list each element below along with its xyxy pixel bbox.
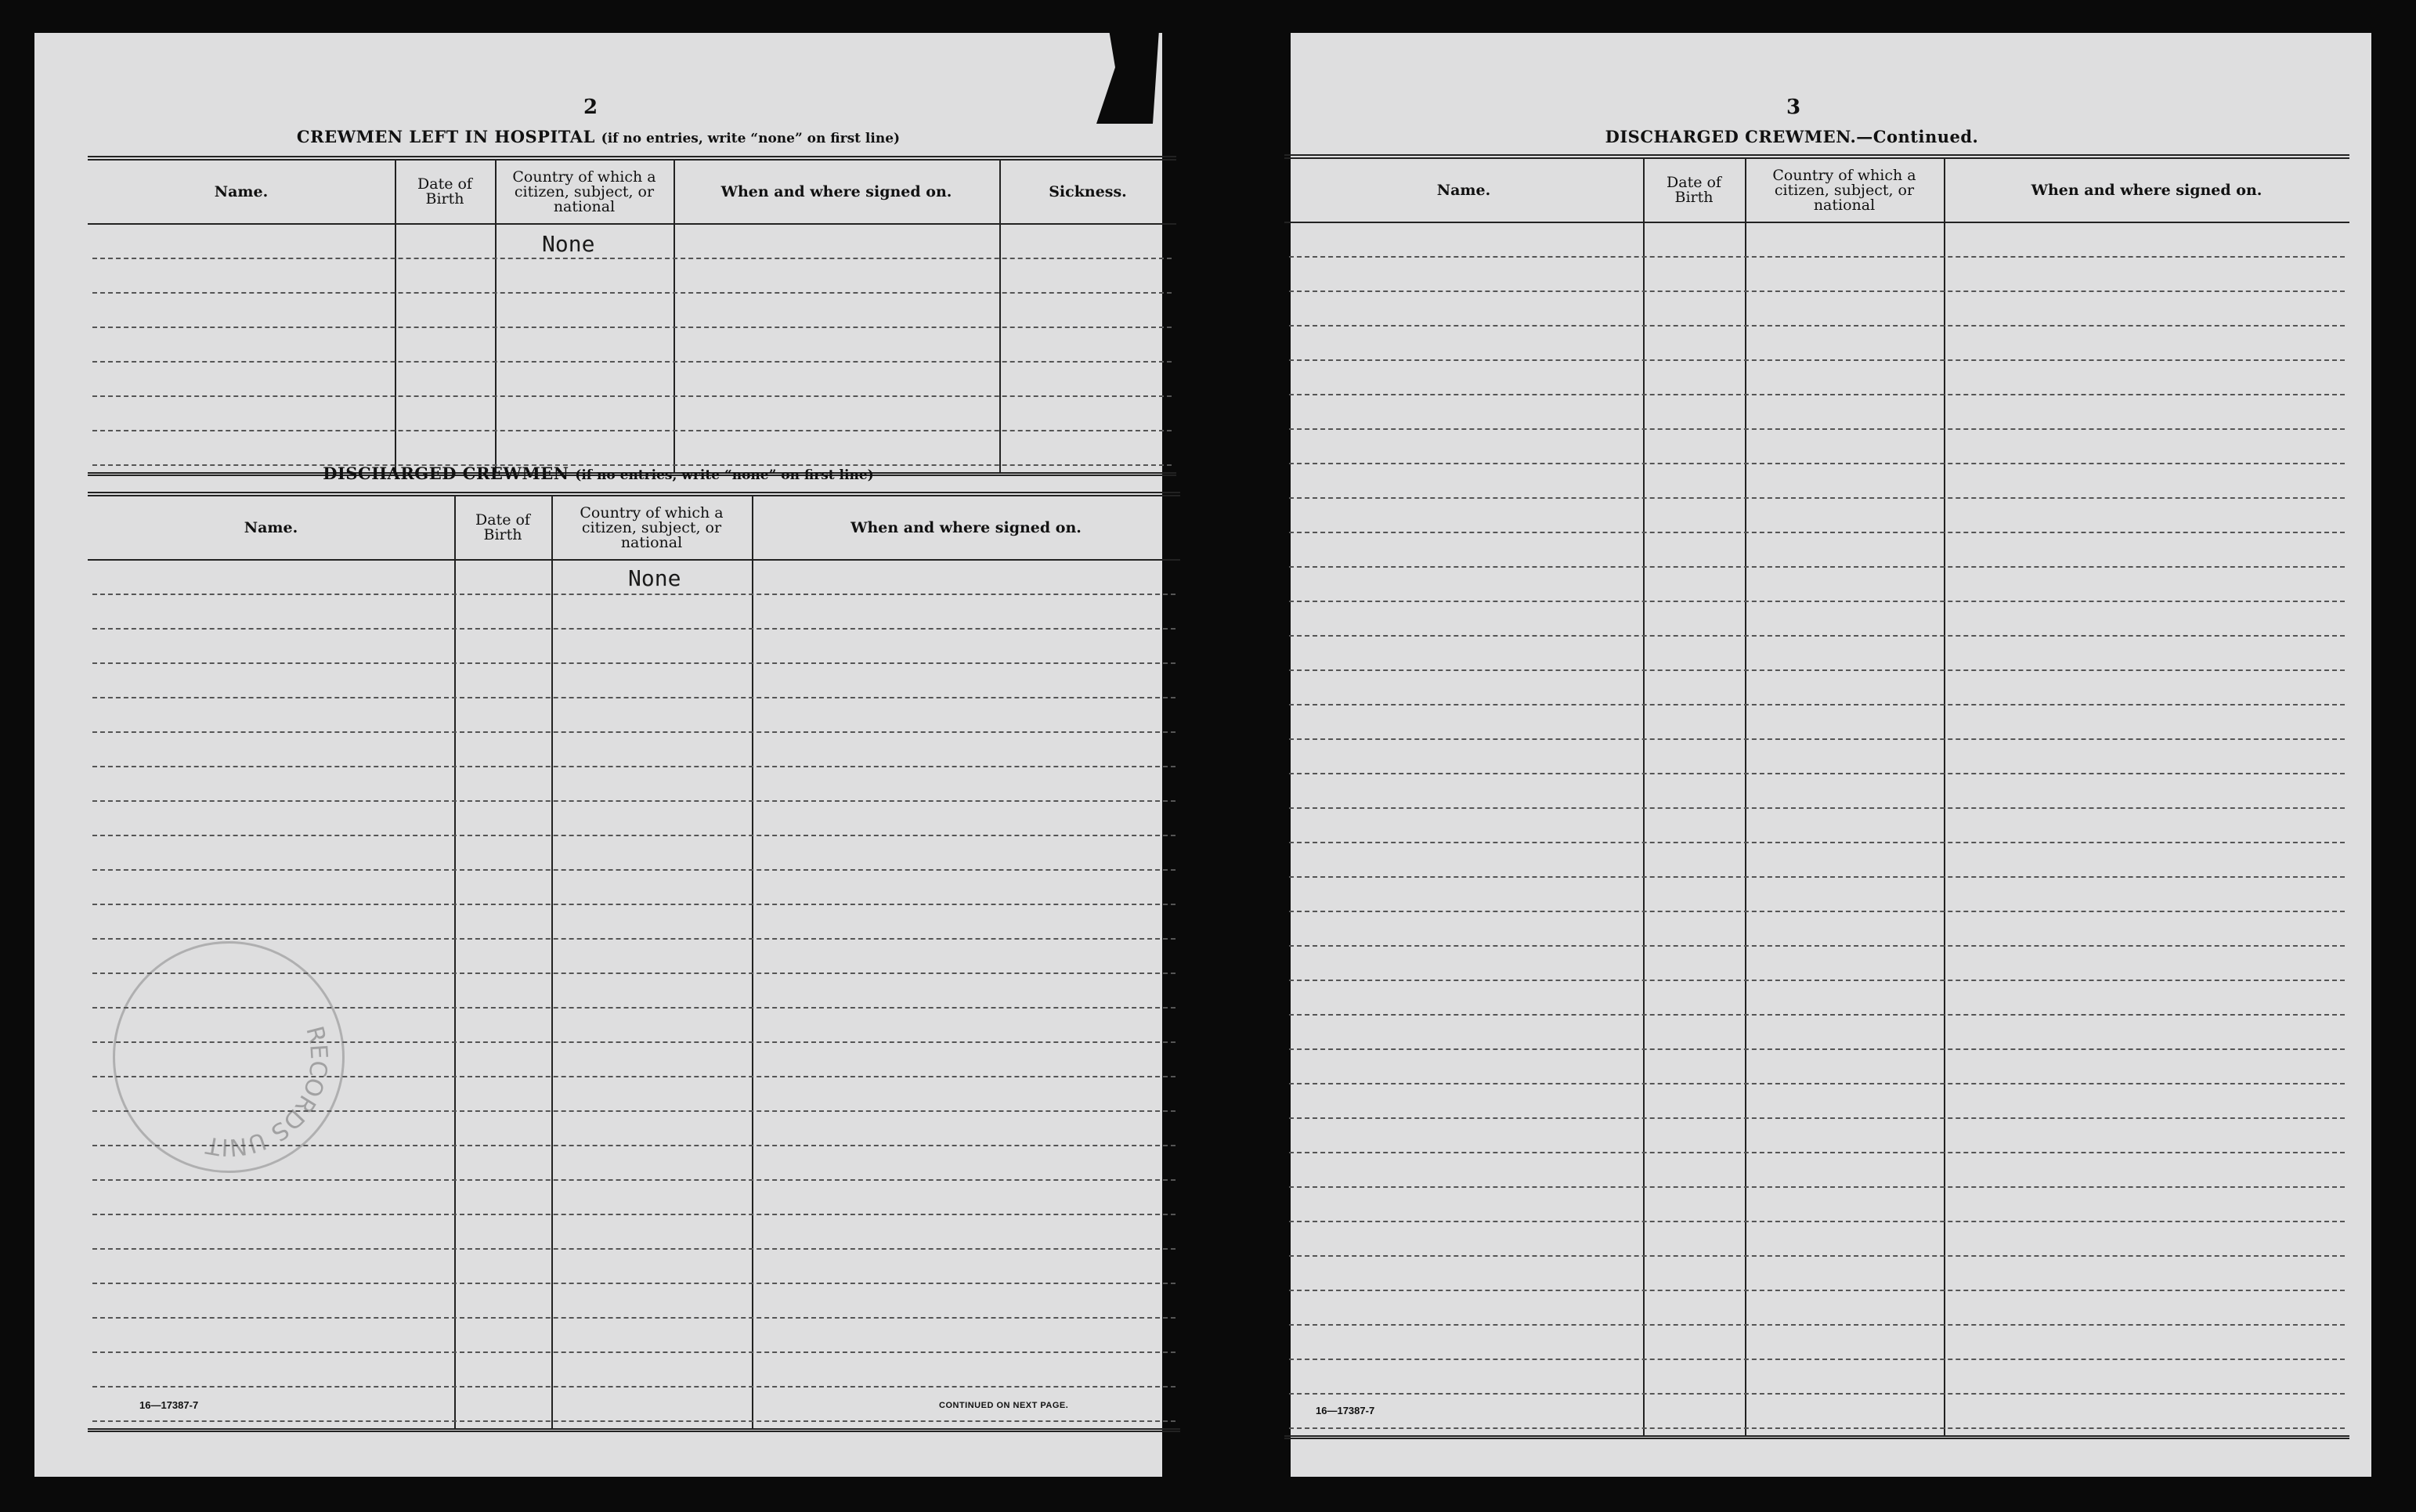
form-row-line: [92, 1351, 1175, 1353]
form-row-line: [1289, 1359, 2345, 1360]
form-row-line: [92, 697, 1175, 698]
form-row-line: [1289, 428, 2345, 430]
form-row-line: [92, 938, 1175, 940]
form-row-line: [1289, 738, 2345, 740]
form-row-line: [1289, 394, 2345, 395]
form-row-line: [1289, 1427, 2345, 1429]
column-rule: [752, 496, 753, 1428]
form-row-line: [92, 869, 1175, 871]
form-row-line: [92, 395, 1172, 397]
torn-edge: [1233, 30, 1296, 124]
form-row-line: [1289, 290, 2345, 292]
discharged-section-instruction: (if no entries, write “none” on first line): [575, 467, 874, 483]
column-header-country: Country of which a citizen, subject, or national: [580, 503, 724, 551]
hospital-none-entry: None: [542, 231, 595, 257]
form-row-line: [1289, 980, 2345, 981]
form-row-line: [1289, 911, 2345, 912]
form-row-line: [1289, 773, 2345, 774]
form-row-line: [1289, 842, 2345, 843]
form-row-line: [1289, 1186, 2345, 1188]
discharged-table-header: [88, 496, 1180, 561]
form-row-line: [1289, 807, 2345, 809]
form-row-line: [1289, 1255, 2345, 1257]
form-row-line: [1289, 532, 2345, 533]
form-row-line: [92, 1420, 1175, 1422]
form-row-line: [92, 1283, 1175, 1284]
column-rule: [395, 161, 396, 472]
form-row-line: [1289, 1152, 2345, 1153]
right-page: [1291, 33, 2371, 1477]
column-header-name: Name.: [244, 518, 298, 536]
column-header-name: Name.: [214, 182, 269, 200]
discharged-section-heading: [34, 464, 1162, 483]
form-row-line: [1289, 1048, 2345, 1050]
svg-text:RECORDS UNIT: [174, 1021, 342, 1171]
hospital-table-header: [88, 161, 1176, 225]
column-rule: [1944, 159, 1945, 1435]
column-rule: [999, 161, 1001, 472]
column-rule: [1643, 159, 1645, 1435]
hospital-table: [88, 156, 1176, 476]
form-row-line: [1289, 1083, 2345, 1084]
discharged-continued-table-header: [1284, 159, 2349, 223]
form-row-line: [1289, 669, 2345, 671]
discharged-section-title: DISCHARGED CREWMEN: [323, 464, 569, 483]
column-rule: [495, 161, 497, 472]
form-row-line: [92, 292, 1172, 294]
form-row-line: [1289, 1290, 2345, 1291]
form-row-line: [1289, 1014, 2345, 1016]
column-rule: [454, 496, 456, 1428]
form-row-line: [92, 835, 1175, 836]
column-rule: [551, 496, 553, 1428]
column-header-date-of-birth: Date of Birth: [1667, 174, 1721, 206]
records-unit-stamp: [113, 941, 345, 1173]
form-row-line: [92, 1179, 1175, 1181]
form-row-line: [92, 766, 1175, 767]
form-row-line: [92, 1317, 1175, 1319]
form-row-line: [1289, 1324, 2345, 1326]
hospital-section-instruction: (if no entries, write “none” on first line): [601, 131, 901, 146]
form-row-line: [92, 904, 1175, 905]
form-row-line: [92, 594, 1175, 595]
form-row-line: [1289, 1117, 2345, 1119]
column-header-signed-on: When and where signed on.: [850, 518, 1082, 536]
column-header-date-of-birth: Date of Birth: [475, 511, 530, 543]
form-row-line: [92, 1248, 1175, 1250]
page-number: 2: [583, 96, 598, 119]
column-header-sickness: Sickness.: [1049, 182, 1127, 200]
form-row-line: [1289, 876, 2345, 878]
form-code: 16—17387-7: [1316, 1405, 1375, 1416]
form-row-line: [92, 1214, 1175, 1215]
stamp-text-graphic: [115, 944, 342, 1171]
form-row-line: [92, 327, 1172, 328]
form-row-line: [1289, 566, 2345, 568]
column-header-signed-on: When and where signed on.: [720, 182, 952, 200]
column-header-country: Country of which a citizen, subject, or national: [512, 168, 656, 215]
form-row-line: [92, 628, 1175, 630]
hospital-section-heading: [34, 127, 1162, 146]
column-header-signed-on: When and where signed on.: [2031, 181, 2263, 199]
continued-note: CONTINUED ON NEXT PAGE.: [939, 1401, 1069, 1410]
column-rule: [1745, 159, 1746, 1435]
discharged-none-entry: None: [628, 565, 681, 591]
left-page: [34, 33, 1162, 1477]
form-row-line: [92, 361, 1172, 363]
form-row-line: [92, 662, 1175, 664]
form-row-line: [92, 731, 1175, 733]
form-row-line: [1289, 497, 2345, 499]
column-rule: [674, 161, 675, 472]
right-page-title: DISCHARGED CREWMEN.—Continued.: [1605, 127, 1979, 146]
form-row-line: [1289, 256, 2345, 258]
form-row-line: [1289, 463, 2345, 464]
form-row-line: [1289, 704, 2345, 705]
form-row-line: [92, 430, 1172, 431]
discharged-continued-table: [1284, 154, 2349, 1439]
column-header-country: Country of which a citizen, subject, or national: [1772, 166, 1916, 214]
stamp-text: RECORDS UNIT: [204, 1023, 333, 1161]
form-row-line: [1289, 635, 2345, 637]
form-row-line: [1289, 359, 2345, 361]
column-header-name: Name.: [1436, 181, 1491, 199]
form-row-line: [1289, 1221, 2345, 1222]
form-row-line: [92, 1386, 1175, 1388]
hospital-section-title: CREWMEN LEFT IN HOSPITAL: [296, 127, 595, 146]
column-header-date-of-birth: Date of Birth: [417, 175, 472, 207]
form-row-line: [1289, 1393, 2345, 1395]
form-row-line: [1289, 325, 2345, 327]
page-number: 3: [1786, 96, 1801, 119]
form-row-line: [92, 258, 1172, 259]
form-row-line: [1289, 945, 2345, 947]
form-code: 16—17387-7: [139, 1399, 199, 1411]
form-row-line: [1289, 601, 2345, 602]
form-row-line: [92, 800, 1175, 802]
